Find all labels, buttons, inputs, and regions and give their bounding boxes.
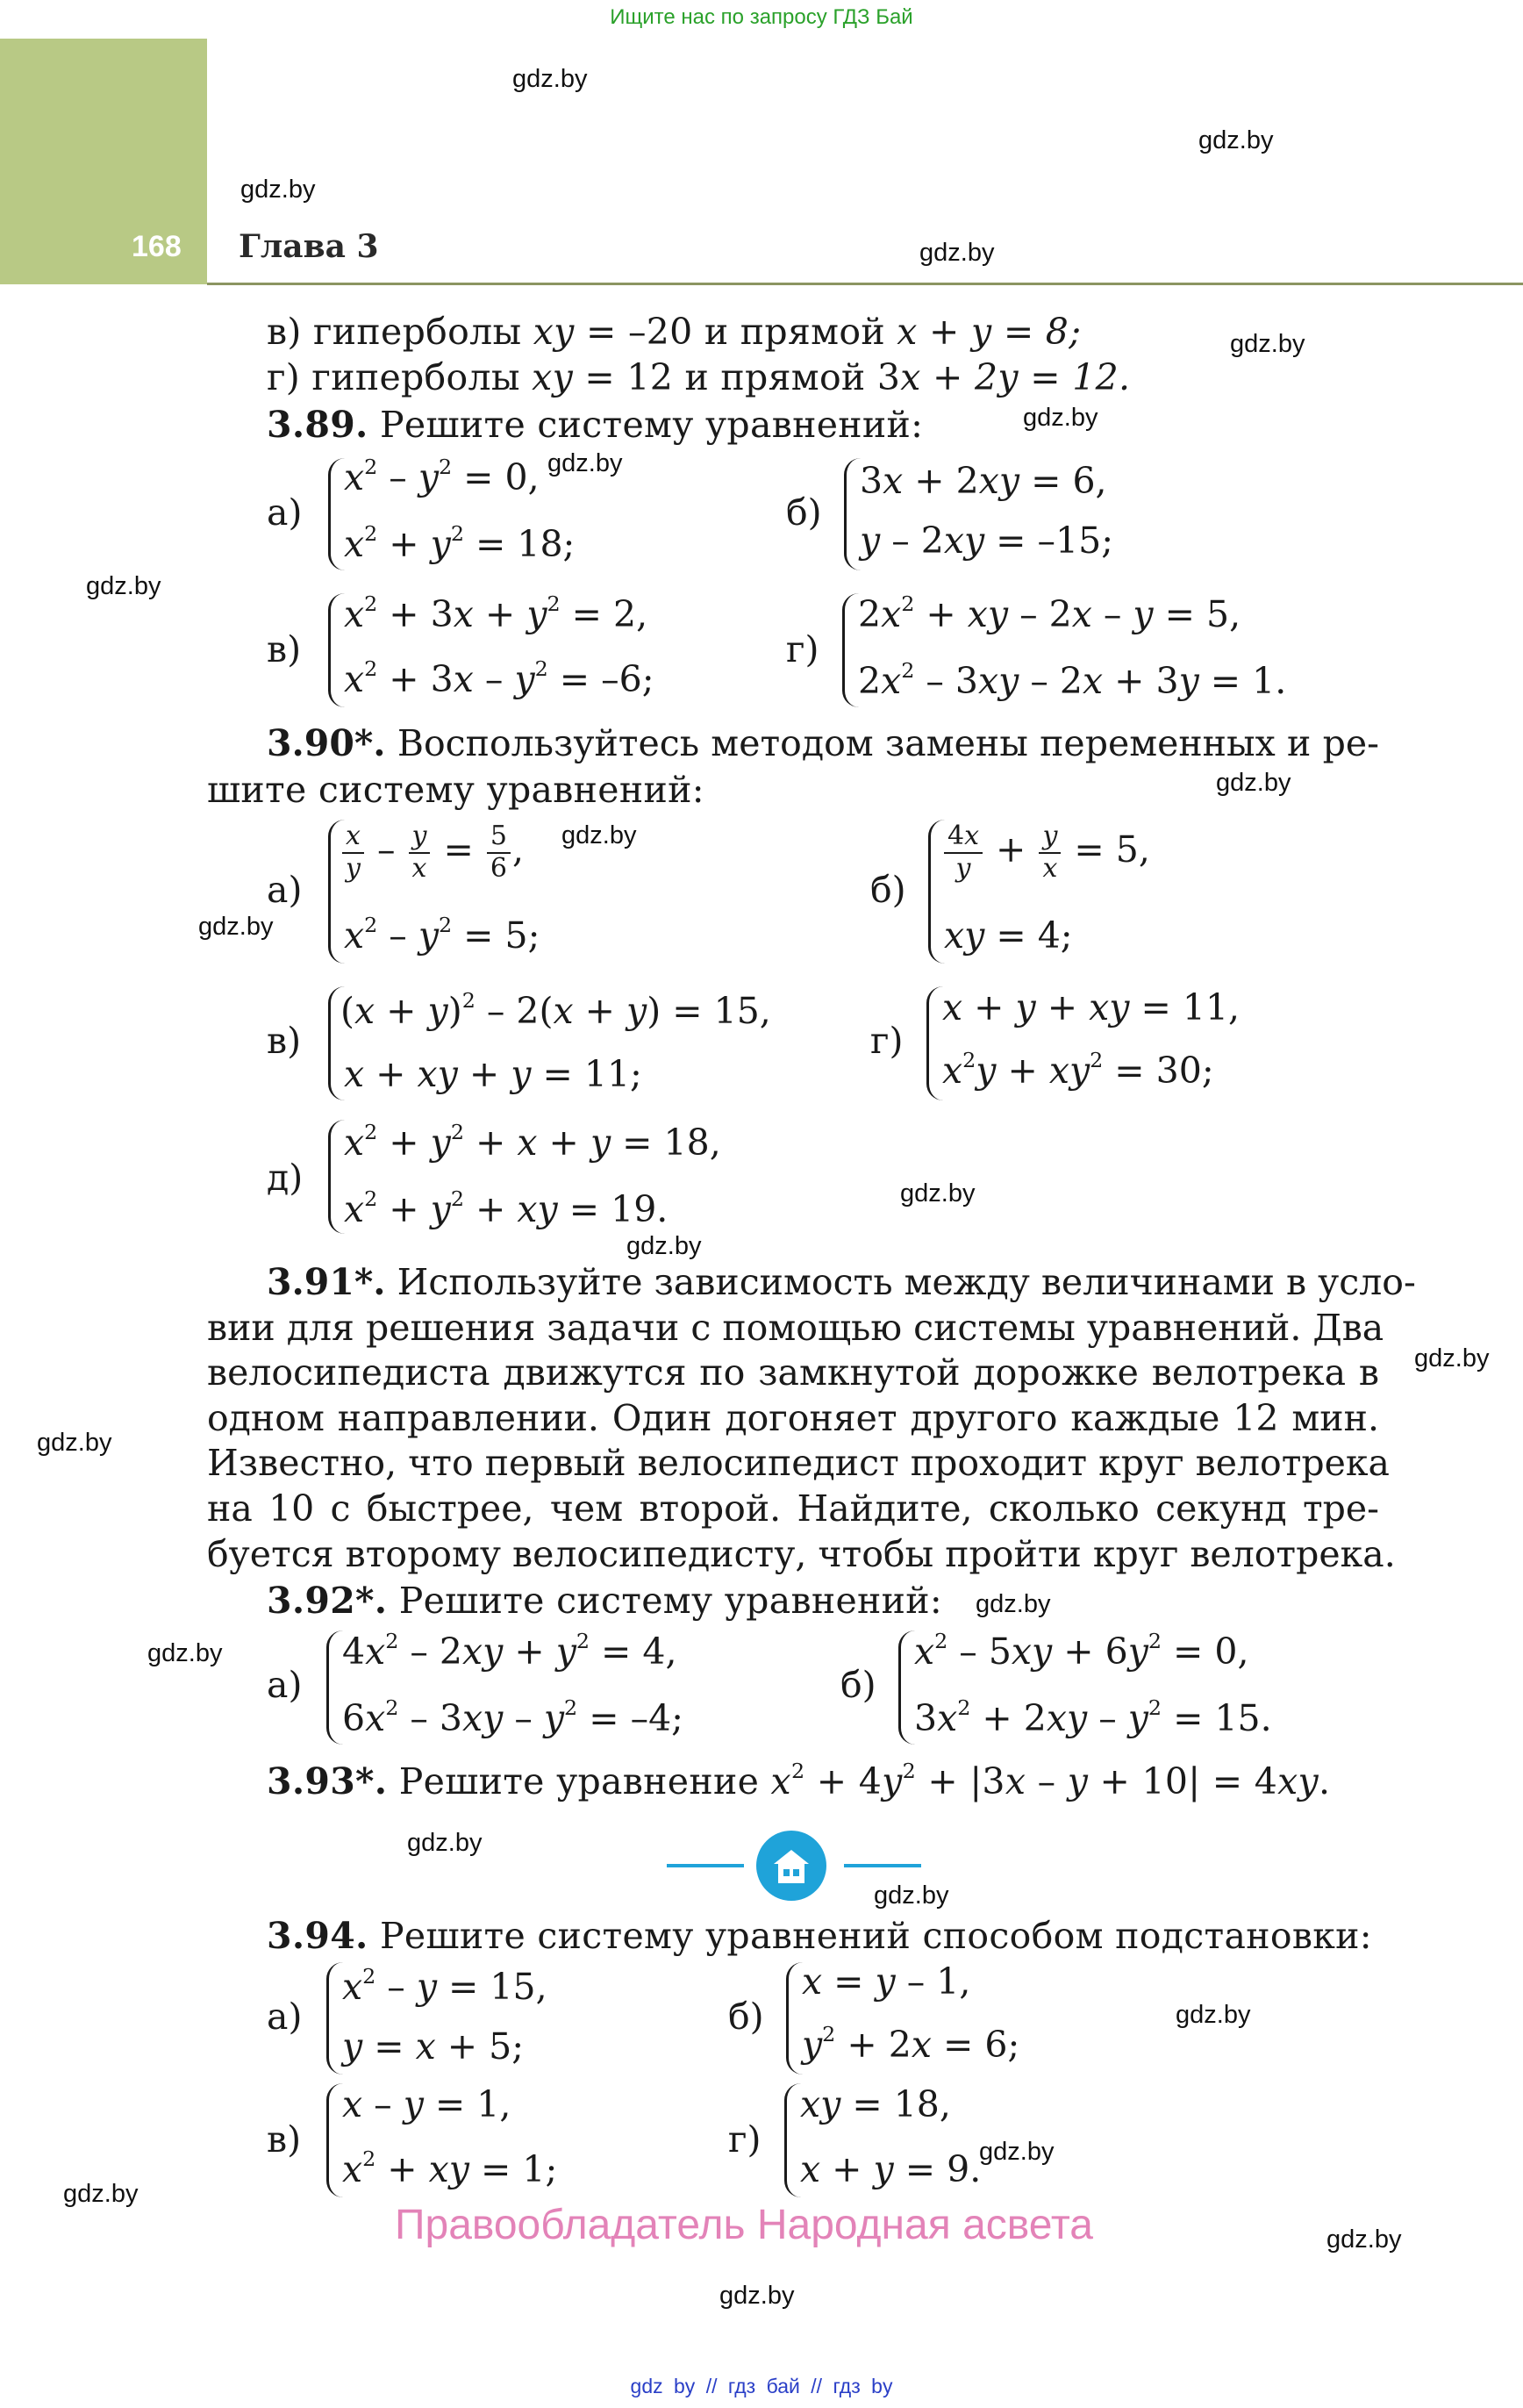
equation: xy = 4; [944, 914, 1073, 957]
watermark: gdz.by [198, 913, 274, 941]
equation: y – 2xy = –15; [860, 520, 1114, 562]
equation: x = y – 1, [802, 1960, 971, 2003]
label-a: а) [267, 1996, 303, 2038]
homework-divider-right [844, 1864, 921, 1867]
equation: $x^2 + 3x + y^2 = 2$, [344, 591, 648, 635]
watermark: gdz.by [86, 572, 161, 600]
footer-separator: // [705, 2375, 718, 2397]
watermark: gdz.by [1198, 126, 1274, 154]
watermark: gdz.by [976, 1590, 1051, 1618]
watermark: gdz.by [561, 821, 637, 849]
equation: $x^2 + y^2$ + xy = 19. [344, 1186, 669, 1230]
equation: $4x^2 - 2xy + y^2 = 4$, [342, 1629, 677, 1673]
watermark: gdz.by [1230, 330, 1305, 358]
label-a: а) [267, 1664, 303, 1706]
copyright-notice: Правообладатель Народная асвета [395, 2202, 1093, 2248]
watermark: gdz.by [1176, 2001, 1251, 2029]
footer-separator: // [811, 2375, 823, 2397]
label-v: в) [267, 628, 302, 670]
equation: x + y + xy = 11, [942, 986, 1241, 1028]
watermark: gdz.by [547, 449, 623, 477]
label-a: а) [267, 869, 303, 911]
label-g: г) [870, 1020, 904, 1062]
exercise-3-90-text: 3.90*. Воспользуйтесь методом замены переменных и ре- [267, 722, 1379, 764]
watermark: gdz.by [37, 1429, 112, 1457]
footer-link[interactable]: гдз бай [727, 2375, 800, 2397]
label-b: б) [870, 869, 906, 911]
equation: xy = 18, [800, 2083, 951, 2125]
label-b: б) [786, 491, 822, 534]
watermark: gdz.by [719, 2282, 795, 2310]
system-brace [328, 593, 345, 707]
watermark: gdz.by [147, 1639, 223, 1667]
watermark: gdz.by [1216, 769, 1291, 797]
equation: $x^2 + y^2 + x + y = 18$, [344, 1120, 721, 1164]
watermark: gdz.by [512, 65, 588, 93]
equation: $2x^2 - 3xy - 2x + 3y = 1$. [858, 658, 1287, 702]
equation: $x^2 + y^2 = 18$; [344, 521, 576, 565]
system-brace [926, 986, 943, 1100]
footer-link[interactable]: gdz by [630, 2375, 696, 2397]
equation: $\frac{x}{y}$ – $\frac{y}{x}$ = $\frac{5}{6}$ , [340, 821, 524, 884]
watermark: gdz.by [979, 2138, 1055, 2166]
equation: 3x + 2xy = 6, [860, 460, 1107, 502]
equation: x – y = 1, [342, 2083, 511, 2125]
watermark: gdz.by [1414, 1344, 1490, 1372]
equation: $x^2y + xy^2 = 30$; [942, 1048, 1214, 1092]
exercise-3-92-heading: 3.92*. Решите систему уравнений: [267, 1580, 943, 1622]
top-banner: Ищите нас по запросу ГДЗ Бай [610, 5, 913, 29]
label-b: б) [840, 1664, 876, 1706]
system-brace [326, 1630, 343, 1745]
equation: $(x + y)^2 - 2(x + y) = 15$, [340, 988, 771, 1032]
watermark: gdz.by [407, 1829, 483, 1857]
system-brace [786, 1962, 803, 2075]
exercise-3-93: 3.93*. Решите уравнение $x^2 + 4y^2 + |3x - y + 10| = 4xy$. [267, 1759, 1331, 1802]
equation: x + y = 9. [800, 2148, 982, 2190]
exercise-3-94-heading: 3.94. Решите систему уравнений способом подстановки: [267, 1915, 1372, 1957]
home-icon [756, 1831, 826, 1901]
equation: $x^2$ + xy = 1; [342, 2146, 558, 2190]
system-brace [844, 458, 861, 570]
watermark: gdz.by [626, 1232, 702, 1260]
watermark: gdz.by [900, 1179, 976, 1208]
equation: x + xy + y = 11; [344, 1053, 642, 1095]
system-brace [842, 593, 859, 707]
equation: $3x^2 + 2xy - y^2 = 15$. [914, 1695, 1272, 1739]
system-brace [328, 1120, 345, 1234]
equation: $x^2 - y^2 = 0$, [344, 455, 540, 498]
equation: $x^2 - 5xy + 6y^2 = 0$, [914, 1629, 1249, 1673]
label-d: д) [267, 1157, 304, 1199]
label-a: а) [267, 491, 303, 534]
watermark: gdz.by [919, 239, 995, 267]
equation: $6x^2 - 3xy - y^2 = -4$; [342, 1695, 683, 1739]
exercise-3-90-line2: шите систему уравнений: [207, 769, 704, 811]
watermark: gdz.by [63, 2180, 139, 2208]
footer-link[interactable]: гдз by [833, 2375, 893, 2397]
system-brace [326, 2083, 343, 2197]
equation: $y^2 + 2x = 6$; [802, 2022, 1020, 2066]
label-g: г) [786, 628, 819, 670]
equation: y = x + 5; [342, 2025, 525, 2068]
equation: $x^2 - y = 15$, [342, 1964, 547, 2008]
problem-line-g: г) гиперболы xy = 12 и прямой 3x + 2y = 12. [267, 356, 1131, 398]
watermark: gdz.by [874, 1881, 949, 1910]
page-number: 168 [132, 230, 182, 263]
label-v: в) [267, 1020, 302, 1062]
footer-links [0, 2375, 1523, 2398]
equation: $\frac{4x}{y}$ + $\frac{y}{x}$ = 5, [942, 821, 1150, 884]
equation: $x^2 + 3x - y^2 = -6$; [344, 656, 654, 700]
homework-divider-left [667, 1864, 744, 1867]
system-brace [326, 1962, 343, 2075]
watermark: gdz.by [1326, 2225, 1402, 2254]
equation: $x^2 - y^2 = 5$; [344, 913, 540, 957]
system-brace [328, 458, 345, 570]
watermark: gdz.by [240, 176, 316, 204]
label-b: б) [728, 1996, 764, 2038]
problem-line-v: в) гиперболы xy = –20 и прямой x + y = 8; [267, 311, 1082, 353]
header-rule [207, 283, 1523, 285]
system-brace [898, 1630, 915, 1745]
label-g: г) [728, 2118, 762, 2161]
label-v: в) [267, 2118, 302, 2161]
exercise-3-91-text: 3.91*. Используйте зависимость между величинами в усло- вии для решения задачи с помощью системы уравнений. Два велосипедиста движутся по замкнутой дорожке велотрека в одном направлении. Один догоняет другого каждые 12 мин. Известно, что первый велосипедист проходит круг велотрека на 10 с быстрее, чем второй. Найдите, сколько секунд тре- буется второму велосипедисту, чтобы пройти круг велотрека. [207, 1261, 1416, 1575]
chapter-title: Глава 3 [239, 228, 379, 265]
watermark: gdz.by [1023, 404, 1098, 432]
exercise-3-89-heading: 3.89. Решите систему уравнений: [267, 404, 924, 446]
system-brace [784, 2083, 801, 2197]
equation: $2x^2$ + xy – 2x – y = 5, [858, 591, 1241, 635]
